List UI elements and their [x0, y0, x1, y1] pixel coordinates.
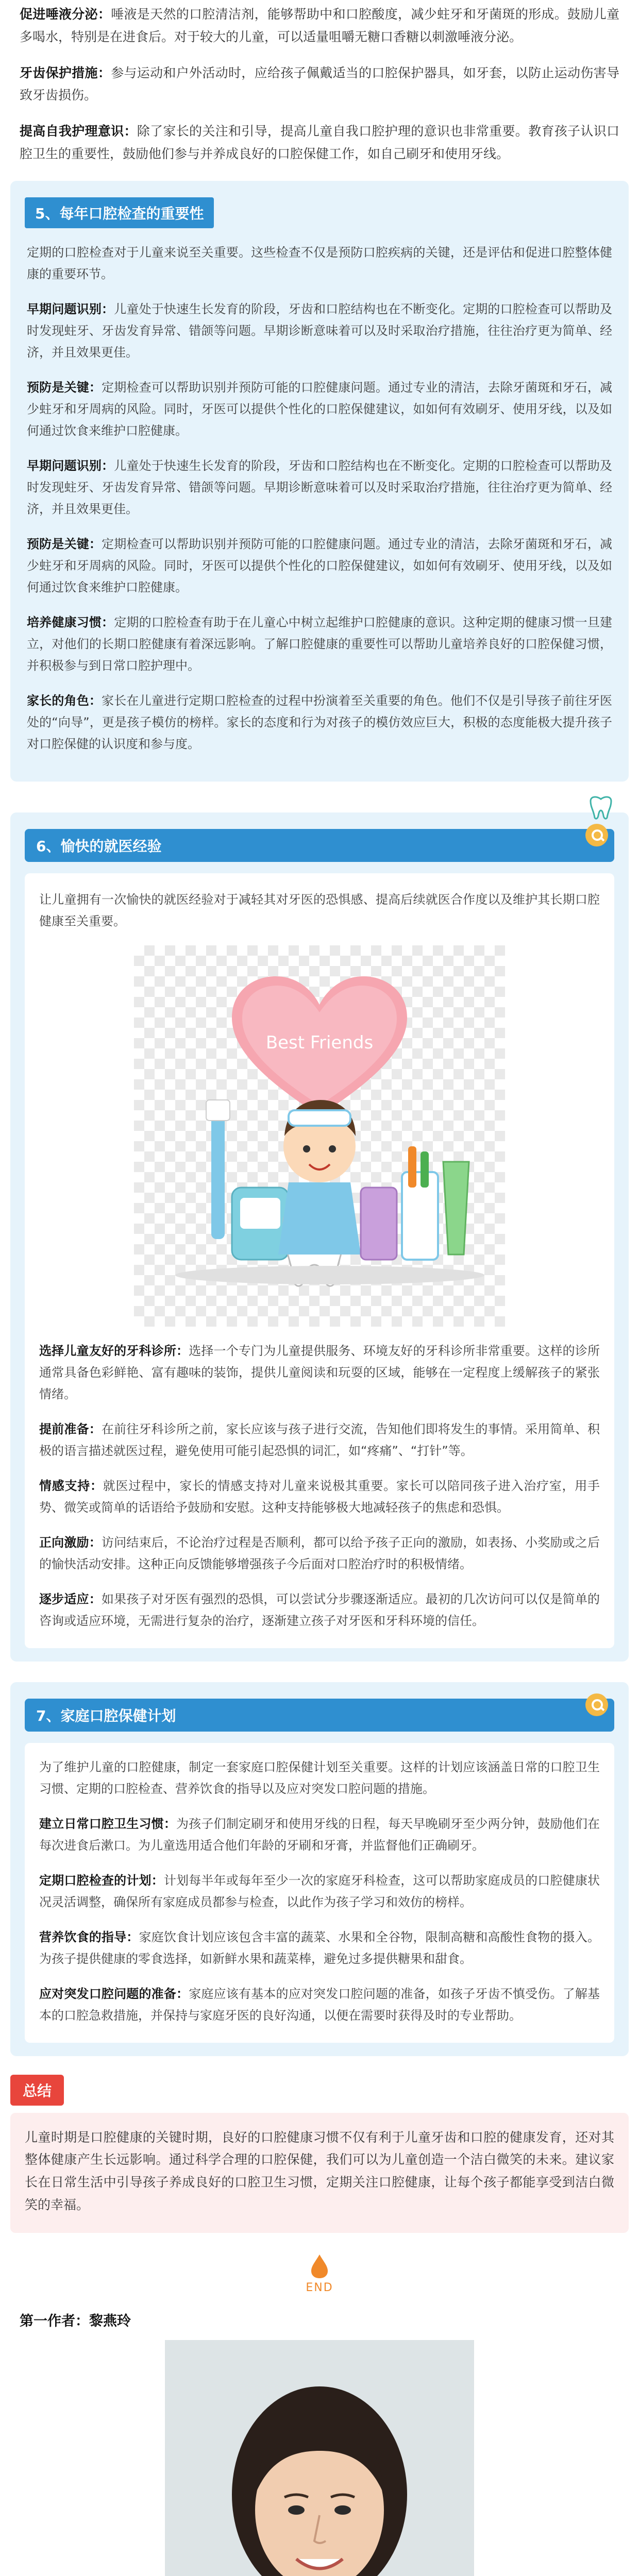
section-paragraph: 为了维护儿童的口腔健康，制定一套家庭口腔保健计划至关重要。这样的计划应该涵盖日常的口腔卫生习惯、定期的口腔检查、营养饮食的指导以及应对突发口腔问题的措施。 [39, 1759, 600, 1796]
section-paragraph: 逐步适应：如果孩子对牙医有强烈的恐惧，可以尝试分步骤逐渐适应。最初的几次访问可以仅是简单的咨询或适应环境，无需进行复杂的治疗，逐渐建立孩子对牙医和牙科环境的信任。 [39, 1591, 600, 1628]
section-6-title: 6、愉快的就医经验 [25, 829, 614, 862]
magnifier-icon [585, 1693, 608, 1716]
intro-paragraph: 促进唾液分泌：唾液是天然的口腔清洁剂，能够帮助中和口腔酸度，减少蛀牙和牙菌斑的形成。鼓励儿童多喝水，特别是在进食后。对于较大的儿童，可以适量咀嚼无糖口香糖以刺激唾液分泌。 [20, 7, 619, 44]
section-paragraph: 应对突发口腔问题的准备：家庭应该有基本的应对突发口腔问题的准备，如孩子牙齿不慎受伤。了解基本的口腔急救措施，并保持与家庭牙医的良好沟通，以便在需要时获得及时的专业帮助。 [39, 1986, 600, 2023]
section-paragraph: 建立日常口腔卫生习惯：为孩子们制定刷牙和使用牙线的日程，每天早晚刷牙至少两分钟，鼓励他们在每次进食后漱口。为儿童选用适合他们年龄的牙刷和牙膏，并监督他们正确刷牙。 [39, 1816, 600, 1853]
section-paragraph: 家长的角色：家长在儿童进行定期口腔检查的过程中扮演着至关重要的角色。他们不仅是引导孩子前往牙医处的“向导”，更是孩子模仿的榜样。家长的态度和行为对孩子的模仿效应巨大，积极的态度能极大提升孩子对口腔保健的认识度和参与度。 [27, 693, 613, 751]
section-6-body [25, 873, 614, 1648]
summary-box [10, 2113, 629, 2233]
section-6-card [10, 812, 629, 1662]
author-portrait [165, 2340, 474, 2576]
tooth-icon [586, 795, 615, 820]
section-paragraph: 预防是关键：定期检查可以帮助识别并预防可能的口腔健康问题。通过专业的清洁，去除牙菌斑和牙石，减少蛀牙和牙周病的风险。同时，牙医可以提供个性化的口腔保健建议，如如何有效刷牙、使用牙线，以及如何通过饮食来维护口腔健康。 [27, 536, 613, 595]
section-5-card [10, 181, 629, 782]
end-label: END [306, 2281, 333, 2294]
section-7-title: 7、家庭口腔保健计划 [25, 1699, 614, 1732]
section-7-body [25, 1743, 614, 2043]
cartoon-illustration [134, 945, 505, 1327]
section-paragraph: 正向激励：访问结束后，不论治疗过程是否顺利，都可以给予孩子正向的激励，如表扬、小奖励或之后的愉快活动安排。这种正向反馈能够增强孩子今后面对口腔治疗时的积极情绪。 [39, 1535, 600, 1571]
illustration-caption: Best Friends [265, 1032, 374, 1053]
section-paragraph: 营养饮食的指导：家庭饮食计划应该包含丰富的蔬菜、水果和全谷物，限制高糖和高酸性食物的摄入。为孩子提供健康的零食选择，如新鲜水果和蔬菜棒，避免过多提供糖果和甜食。 [39, 1929, 600, 1966]
section-paragraph: 早期问题识别：儿童处于快速生长发育的阶段，牙齿和口腔结构也在不断变化。定期的口腔检查可以帮助及时发现蛀牙、牙齿发育异常、错颌等问题。早期诊断意味着可以及时采取治疗措施，往往治疗更为简单、经济，并且效果更佳。 [27, 458, 612, 516]
section-paragraph: 提前准备：在前往牙科诊所之前，家长应该与孩子进行交流，告知他们即将发生的事情。采用简单、积极的语言描述就医过程，避免使用可能引起恐惧的词汇，如“疼痛”、“打针”等。 [39, 1421, 600, 1458]
summary-text: 儿童时期是口腔健康的关键时期，良好的口腔健康习惯不仅有利于儿童牙齿和口腔的健康发育，还对其整体健康产生长远影响。通过科学合理的口腔保健，我们可以为儿童创造一个洁白微笑的未来。建议家长在日常生活中引导孩子养成良好的口腔卫生习惯，定期关注口腔健康，让每个孩子都能享受到洁白微笑的幸福。 [25, 2129, 614, 2212]
magnifier-icon [585, 824, 608, 846]
section-5-title: 5、每年口腔检查的重要性 [25, 197, 214, 228]
author-line: 第一作者：黎燕玲 [20, 2313, 131, 2329]
section-paragraph: 情感支持：就医过程中，家长的情感支持对儿童来说极其重要。家长可以陪同孩子进入治疗室，用手势、微笑或简单的话语给予鼓励和安慰。这种支持能够极大地减轻孩子的焦虑和恐惧。 [39, 1478, 600, 1515]
intro-section [0, 0, 639, 165]
section-paragraph: 培养健康习惯：定期的口腔检查有助于在儿童心中树立起维护口腔健康的意识。这种定期的健康习惯一旦建立，对他们的长期口腔健康有着深远影响。了解口腔健康的重要性可以帮助儿童培养良好的口腔保健习惯，并积极参与到日常口腔护理中。 [27, 615, 612, 673]
section-7-card [10, 1682, 629, 2056]
section-paragraph: 选择儿童友好的牙科诊所：选择一个专门为儿童提供服务、环境友好的牙科诊所非常重要。这样的诊所通常具备色彩鲜艳、富有趣味的装饰，提供儿童阅读和玩耍的区域，能够在一定程度上缓解孩子的紧张情绪。 [39, 1343, 600, 1401]
end-mark [0, 2253, 639, 2294]
summary-title: 总结 [10, 2075, 64, 2106]
section-paragraph: 定期的口腔检查对于儿童来说至关重要。这些检查不仅是预防口腔疾病的关键，还是评估和促进口腔整体健康的重要环节。 [27, 245, 612, 281]
section-6-lead: 让儿童拥有一次愉快的就医经验对于减轻其对牙医的恐惧感、提高后续就医合作度以及维护其长期口腔健康至关重要。 [39, 892, 600, 928]
intro-paragraph: 牙齿保护措施：参与运动和户外活动时，应给孩子佩戴适当的口腔保护器具，如牙套，以防止运动伤害导致牙齿损伤。 [20, 65, 619, 103]
end-drop-icon [309, 2253, 330, 2279]
section-paragraph: 预防是关键：定期检查可以帮助识别并预防可能的口腔健康问题。通过专业的清洁，去除牙菌斑和牙石，减少蛀牙和牙周病的风险。同时，牙医可以提供个性化的口腔保健建议，如如何有效刷牙、使用牙线，以及如何通过饮食来维护口腔健康。 [27, 380, 613, 438]
intro-paragraph: 提高自我护理意识：除了家长的关注和引导，提高儿童自我口腔护理的意识也非常重要。教育孩子认识口腔卫生的重要性，鼓励他们参与并养成良好的口腔保健工作，如自己刷牙和使用牙线。 [20, 124, 619, 161]
section-paragraph: 早期问题识别：儿童处于快速生长发育的阶段，牙齿和口腔结构也在不断变化。定期的口腔检查可以帮助及时发现蛀牙、牙齿发育异常、错颌等问题。早期诊断意味着可以及时采取治疗措施，往往治疗更为简单、经济，并且效果更佳。 [27, 301, 612, 360]
dental-friends-illustration [134, 945, 505, 1327]
section-5-body [25, 240, 614, 755]
author-photo [165, 2340, 474, 2576]
section-paragraph: 定期口腔检查的计划：计划每半年或每年至少一次的家庭牙科检查，这可以帮助家庭成员的口腔健康状况灵活调整，确保所有家庭成员都参与检查，以此作为孩子学习和效仿的榜样。 [39, 1873, 600, 1909]
